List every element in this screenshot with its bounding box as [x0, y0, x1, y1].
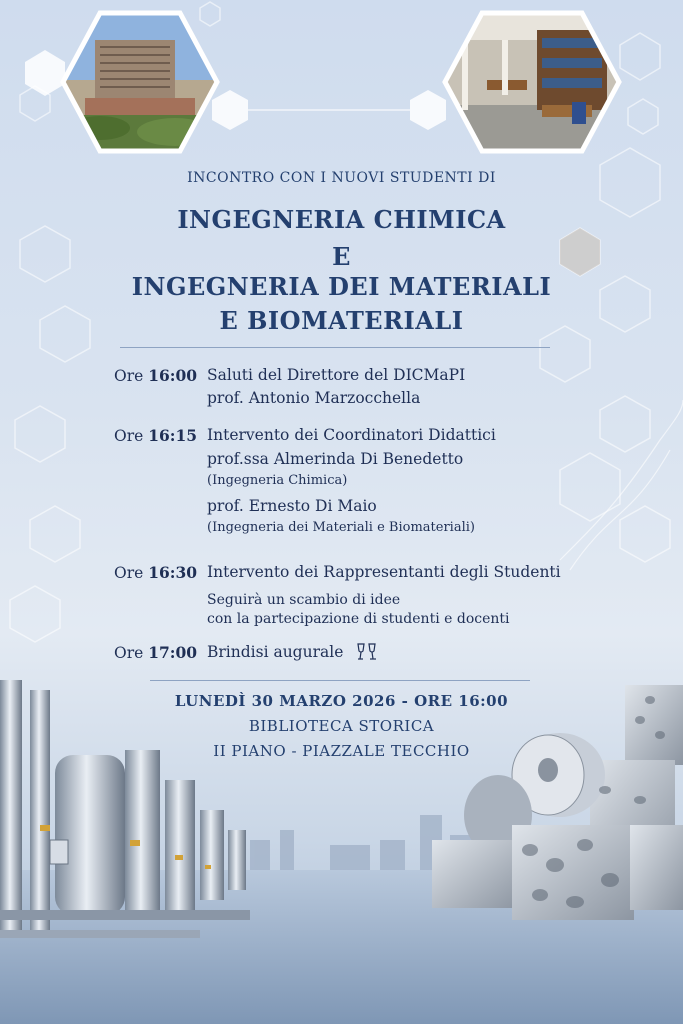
schedule-description: Intervento dei Coordinatori Didattici — [207, 426, 496, 444]
title-line-3: INGEGNERIA DEI MATERIALI — [131, 272, 552, 301]
library-photo — [442, 10, 622, 155]
title-line-1: INGEGNERIA CHIMICA — [177, 205, 506, 234]
intro-text: INCONTRO CON I NUOVI STUDENTI DI — [187, 170, 496, 186]
title-line-4: E BIOMATERIALI — [219, 306, 464, 335]
schedule-note: con la partecipazione di studenti e docenti — [207, 611, 510, 627]
schedule-speaker: prof. Ernesto Di Maio — [207, 497, 377, 515]
schedule-description: Brindisi augurale — [207, 643, 344, 661]
schedule-time: Ore 17:00 — [114, 643, 198, 662]
schedule-description: Intervento dei Rappresentanti degli Studenti — [207, 563, 561, 581]
schedule-time: Ore 16:15 — [114, 426, 198, 445]
building-photo — [60, 10, 220, 155]
schedule-note: Seguirà un scambio di idee — [207, 592, 401, 608]
event-date: LUNEDÌ 30 MARZO 2026 - ORE 16:00 — [174, 692, 509, 710]
schedule-time: Ore 16:30 — [114, 563, 198, 582]
industrial-materials-scene — [0, 640, 683, 1024]
schedule-speaker: prof.ssa Almerinda Di Benedetto — [207, 450, 464, 468]
schedule-time: Ore 16:00 — [114, 366, 198, 385]
schedule-description: Saluti del Direttore del DICMaPI — [207, 366, 466, 384]
schedule-note: (Ingegneria dei Materiali e Biomateriali) — [207, 520, 475, 535]
schedule-note: (Ingegneria Chimica) — [207, 473, 348, 488]
event-address: II PIANO - PIAZZALE TECCHIO — [213, 742, 470, 760]
event-place: BIBLIOTECA STORICA — [248, 717, 435, 735]
divider — [120, 347, 550, 348]
title-line-2: E — [332, 242, 351, 271]
schedule-speaker: prof. Antonio Marzocchella — [207, 389, 421, 407]
